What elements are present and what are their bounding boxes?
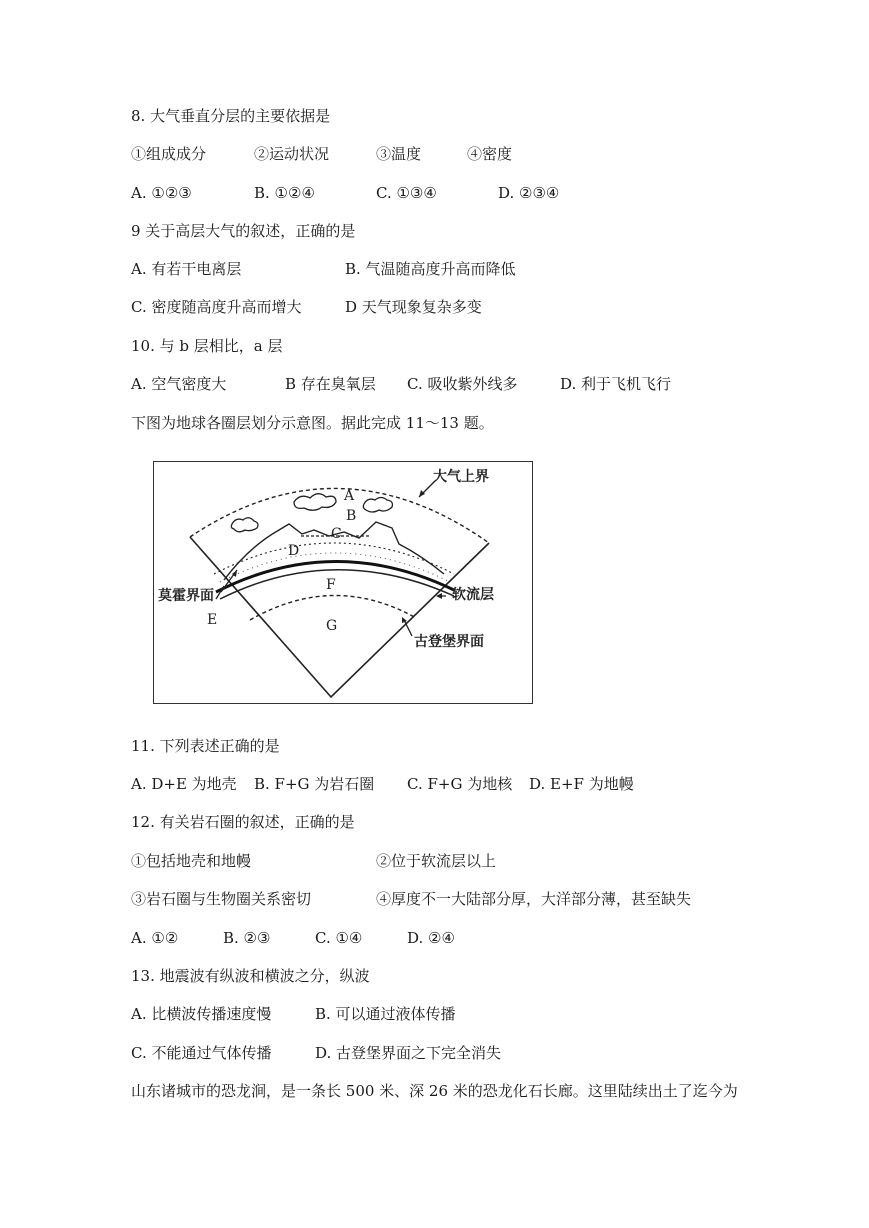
q9-option-b: B. 气温随高度升高而降低 [345,260,516,278]
gutenberg-boundary [250,595,416,620]
q9-option-d: D 天气现象复杂多变 [345,298,482,316]
q9-option-c: C. 密度随高度升高而增大 [131,298,302,316]
q12-item-4: ④厚度不一大陆部分厚，大洋部分薄，甚至缺失 [376,890,692,908]
label-moho: 莫霍界面 [158,588,214,604]
passage-text: 山东诸城市的恐龙涧，是一条长 500 米、深 26 米的恐龙化石长廊。这里陆续出土了迄今为 [131,1082,738,1100]
q11-option-a: A. D+E 为地壳 [131,775,237,793]
cloud-icon [363,498,392,513]
label-e: E [207,612,218,628]
q11-option-c: C. F+G 为地核 [407,775,513,793]
label-g: G [326,618,338,634]
q13-option-a: A. 比横波传播速度慢 [131,1005,272,1023]
label-asthenosphere: 软流层 [452,587,494,603]
q12-option-a: A. ①② [131,929,179,947]
q12-item-3: ③岩石圈与生物圈关系密切 [131,890,312,908]
q11-option-d: D. E+F 为地幔 [529,775,634,793]
q10-option-d: D. 利于飞机飞行 [560,375,672,393]
q9-option-a: A. 有若干电离层 [131,260,242,278]
q8-option-a: A. ①②③ [131,184,192,202]
q8-item-4: ④密度 [467,145,513,163]
label-a: A [344,488,355,504]
q8-option-c: C. ①③④ [376,184,437,202]
q12-item-2: ②位于软流层以上 [376,852,497,870]
q10-option-b: B 存在臭氧层 [285,375,376,393]
cloud-icon [294,494,336,511]
q8-stem: 8. 大气垂直分层的主要依据是 [131,107,331,125]
q10-option-a: A. 空气密度大 [131,375,227,393]
label-gutenberg: 古登堡界面 [414,634,484,650]
q12-option-d: D. ②④ [407,929,455,947]
q8-option-d: D. ②③④ [498,184,560,202]
earth-spheres-svg [154,462,531,702]
q13-option-b: B. 可以通过液体传播 [315,1005,456,1023]
q8-item-2: ②运动状况 [254,145,330,163]
q12-option-c: C. ①④ [315,929,363,947]
q13-option-c: C. 不能通过气体传播 [131,1044,272,1062]
q9-stem: 9 关于高层大气的叙述，正确的是 [131,222,356,240]
label-atmosphere-top: 大气上界 [433,469,489,485]
label-c: C [331,526,342,542]
label-b: B [346,508,357,524]
label-d: D [288,543,300,559]
q13-option-d: D. 古登堡界面之下完全消失 [315,1044,502,1062]
q12-stem: 12. 有关岩石圈的叙述，正确的是 [131,813,355,831]
figure-intro: 下图为地球各圈层划分示意图。据此完成 11～13 题。 [131,414,494,432]
label-f: F [326,577,336,593]
q11-option-b: B. F+G 为岩石圈 [254,775,375,793]
q12-item-1: ①包括地壳和地幔 [131,852,252,870]
q12-option-b: B. ②③ [223,929,271,947]
earth-spheres-diagram [153,461,533,704]
q11-stem: 11. 下列表述正确的是 [131,737,280,755]
q10-option-c: C. 吸收紫外线多 [407,375,518,393]
q8-item-1: ①组成成分 [131,145,207,163]
q8-item-3: ③温度 [376,145,422,163]
cloud-icon [231,518,258,532]
q13-stem: 13. 地震波有纵波和横波之分，纵波 [131,967,370,985]
q8-option-b: B. ①②④ [254,184,315,202]
q10-stem: 10. 与 b 层相比，a 层 [131,337,283,355]
